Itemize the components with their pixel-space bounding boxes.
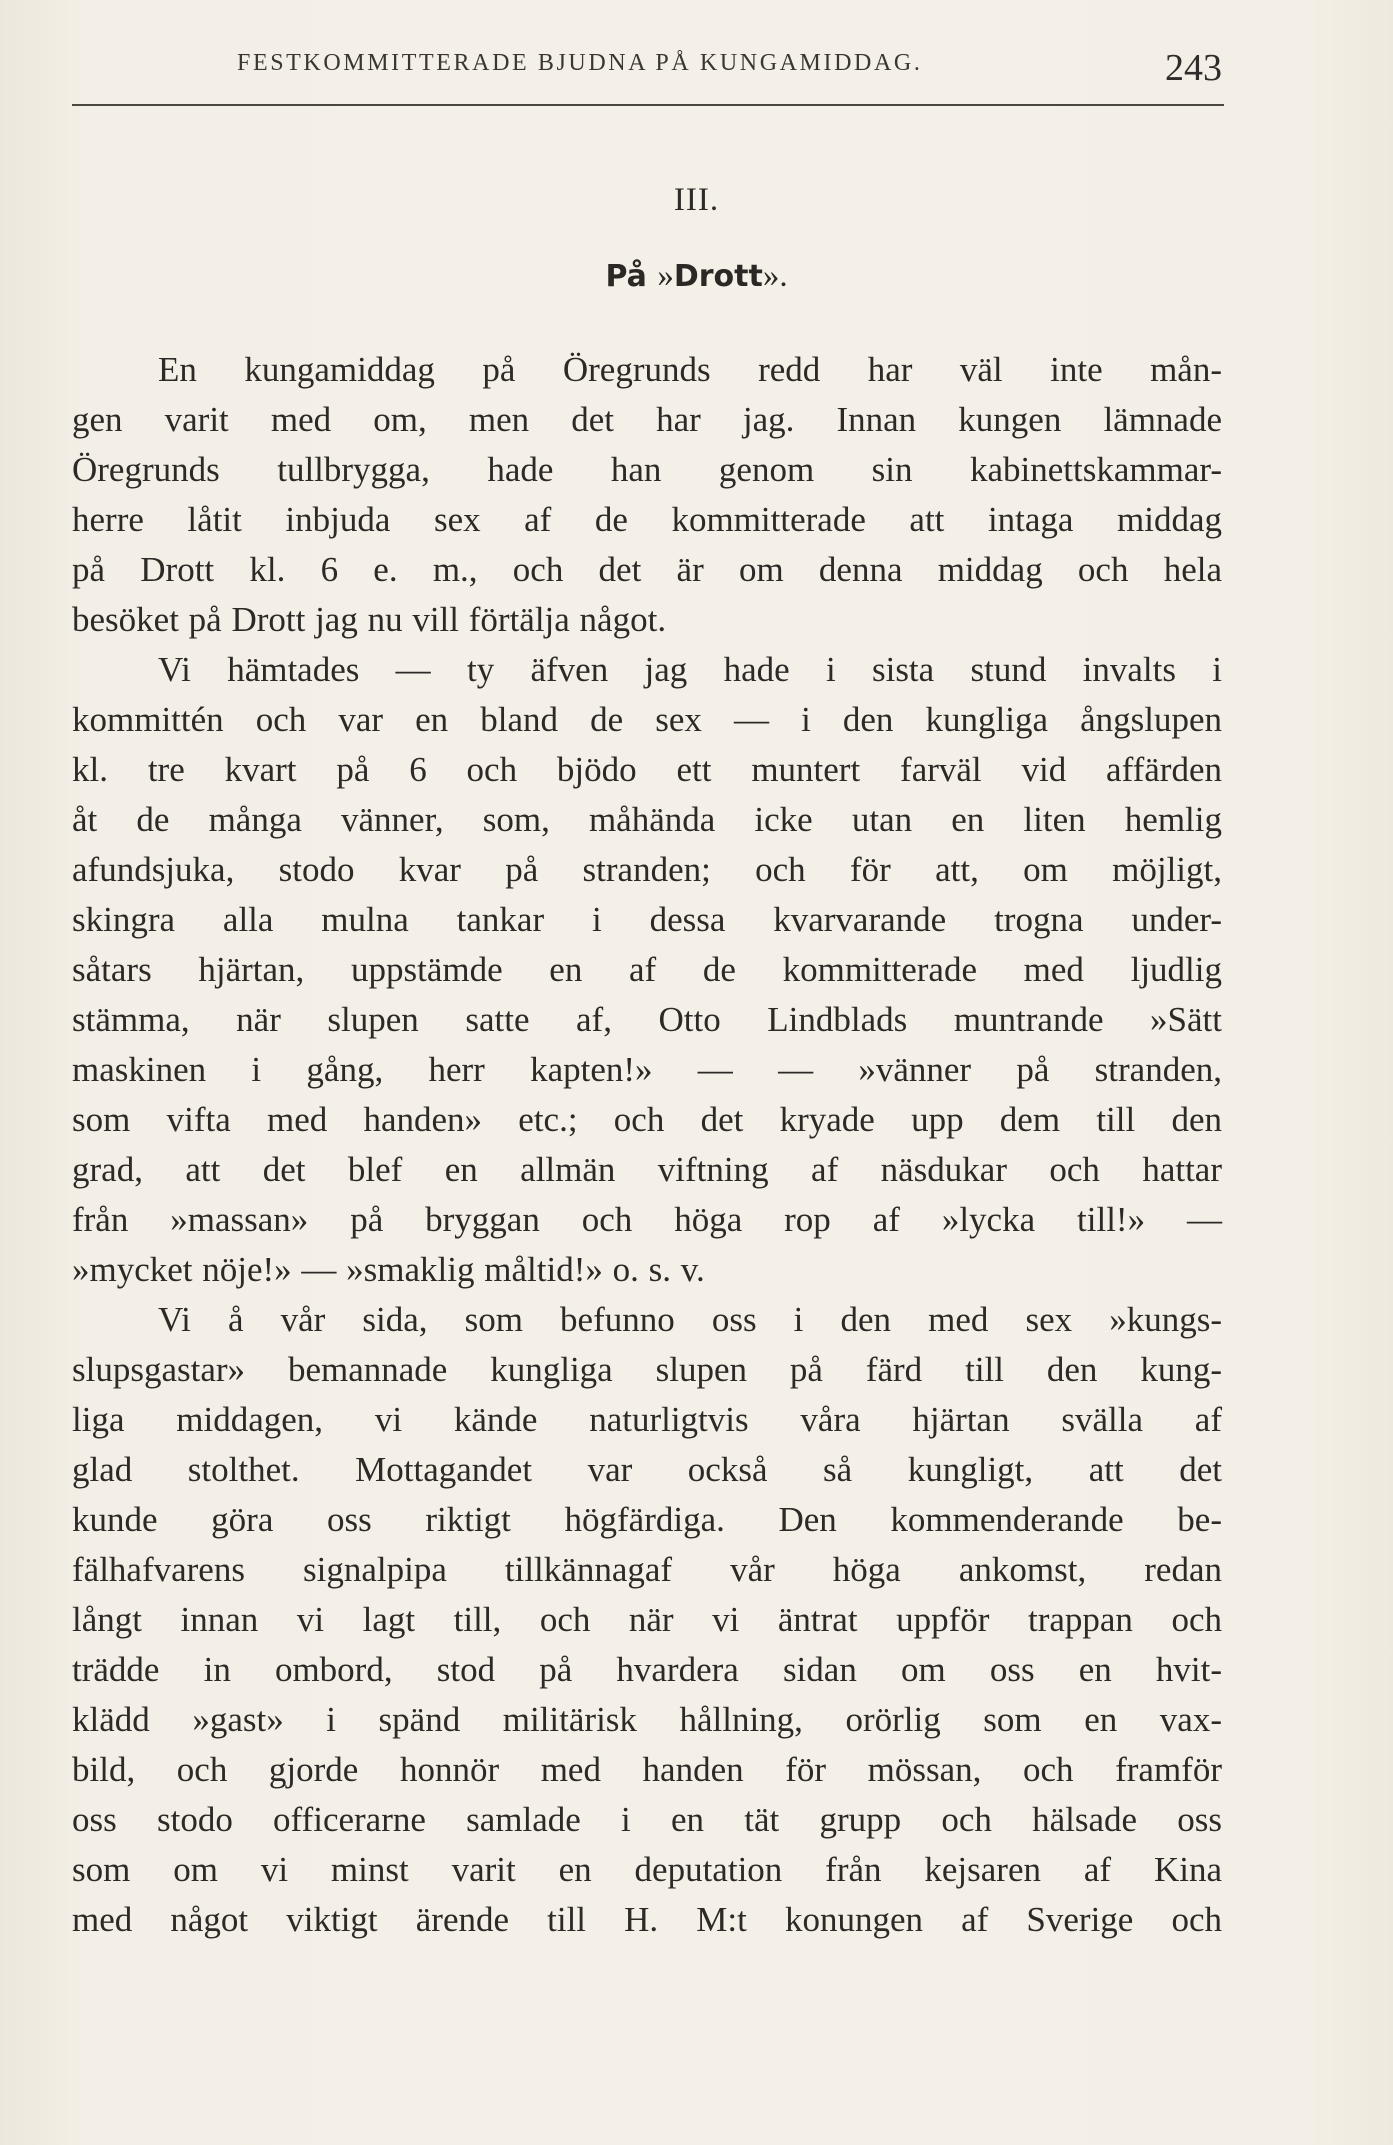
running-title: FESTKOMMITTERADE BJUDNA PÅ KUNGAMIDDAG. bbox=[237, 50, 923, 76]
section-title bbox=[0, 258, 1393, 295]
text-line: stämma, när slupen satte af, Otto Lindblads muntrande »Sätt bbox=[72, 1000, 1222, 1039]
text-line: kl. tre kvart på 6 och bjödo ett muntert farväl vid affärden bbox=[72, 750, 1222, 789]
text-line: liga middagen, vi kände naturligtvis våra hjärtan svälla af bbox=[72, 1400, 1222, 1439]
text-line: besöket på Drott jag nu vill förtälja något. bbox=[72, 600, 667, 639]
text-line: kommittén och var en bland de sex — i den kungliga ångslupen bbox=[72, 700, 1222, 739]
text-line: afundsjuka, stodo kvar på stranden; och för att, om möjligt, bbox=[72, 850, 1222, 889]
text-line: bild, och gjorde honnör med handen för mössan, och framför bbox=[72, 1750, 1222, 1789]
section-title-close-quote: ». bbox=[762, 258, 788, 294]
text-line: oss stodo officerarne samlade i en tät grupp och hälsade oss bbox=[72, 1800, 1222, 1839]
body-text bbox=[72, 345, 1222, 1945]
section-title-word: Drott bbox=[673, 259, 763, 294]
text-line: Vi å vår sida, som befunno oss i den med sex »kungs- bbox=[158, 1300, 1222, 1339]
text-line: gen varit med om, men det har jag. Innan kungen lämnade bbox=[72, 400, 1222, 439]
text-line: En kungamiddag på Öregrunds redd har väl inte mån- bbox=[158, 350, 1222, 389]
section-title-prefix: På bbox=[605, 259, 658, 294]
text-line: åt de många vänner, som, måhända icke utan en liten hemlig bbox=[72, 800, 1222, 839]
text-line: maskinen i gång, herr kapten!» — — »vänner på stranden, bbox=[72, 1050, 1222, 1089]
text-line: skingra alla mulna tankar i dessa kvarvarande trogna under- bbox=[72, 900, 1222, 939]
text-line: Öregrunds tullbrygga, hade han genom sin kabinettskammar- bbox=[72, 450, 1222, 489]
text-line: som om vi minst varit en deputation från kejsaren af Kina bbox=[72, 1850, 1222, 1889]
text-line: på Drott kl. 6 e. m., och det är om denna middag och hela bbox=[72, 550, 1222, 589]
page-number: 243 bbox=[1165, 47, 1222, 89]
text-line: med något viktigt ärende till H. M:t konungen af Sverige och bbox=[72, 1900, 1222, 1939]
text-line: slupsgastar» bemannade kungliga slupen på färd till den kung- bbox=[72, 1350, 1222, 1389]
text-line: Vi hämtades — ty äfven jag hade i sista stund invalts i bbox=[158, 650, 1222, 689]
section-number: III. bbox=[673, 182, 720, 218]
running-head bbox=[72, 48, 1222, 108]
text-line: såtars hjärtan, uppstämde en af de kommitterade med ljudlig bbox=[72, 950, 1222, 989]
text-line: klädd »gast» i spänd militärisk hållning, orörlig som en vax- bbox=[72, 1700, 1222, 1739]
text-line: grad, att det blef en allmän viftning af näsdukar och hattar bbox=[72, 1150, 1222, 1189]
text-line: kunde göra oss riktigt högfärdiga. Den kommenderande be- bbox=[72, 1500, 1222, 1539]
text-line: från »massan» på bryggan och höga rop af »lycka till!» — bbox=[72, 1200, 1222, 1239]
text-line: herre låtit inbjuda sex af de kommitterade att intaga middag bbox=[72, 500, 1222, 539]
section-title-open-quote: » bbox=[657, 258, 674, 294]
text-line: fälhafvarens signalpipa tillkännagaf vår höga ankomst, redan bbox=[72, 1550, 1222, 1589]
text-line: trädde in ombord, stod på hvardera sidan om oss en hvit- bbox=[72, 1650, 1222, 1689]
text-line: glad stolthet. Mottagandet var också så kungligt, att det bbox=[72, 1450, 1222, 1489]
header-rule bbox=[72, 104, 1224, 106]
text-line: »mycket nöje!» — »smaklig måltid!» o. s. v. bbox=[72, 1250, 705, 1289]
text-line: långt innan vi lagt till, och när vi äntrat uppför trappan och bbox=[72, 1600, 1222, 1639]
text-line: som vifta med handen» etc.; och det kryade upp dem till den bbox=[72, 1100, 1222, 1139]
